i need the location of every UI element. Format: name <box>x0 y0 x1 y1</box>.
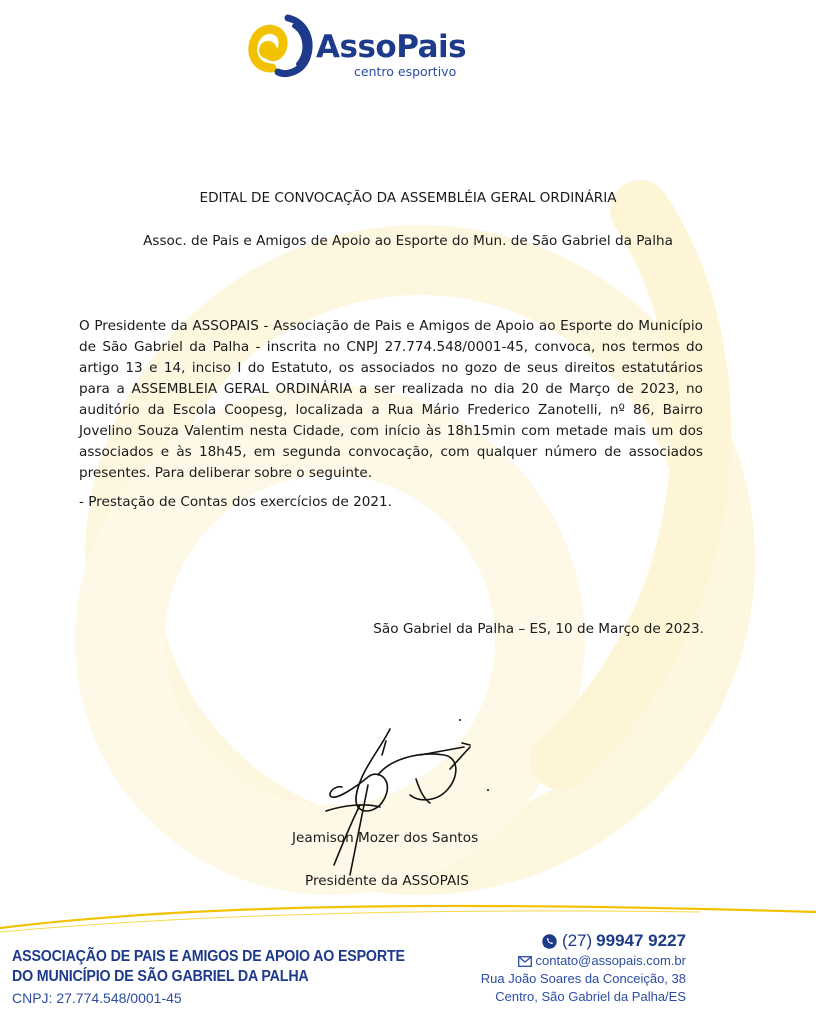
document-subtitle: Assoc. de Pais e Amigos de Apoio ao Esporte do Mun. de São Gabriel da Palha <box>143 233 673 249</box>
phone-area-code: (27) <box>561 931 593 950</box>
logo-mark-icon <box>248 12 320 82</box>
contact-email[interactable] <box>481 952 686 970</box>
logo-tagline: centro esportivo <box>354 64 457 79</box>
mail-icon <box>518 956 532 967</box>
footer-contact <box>481 930 686 1006</box>
signer-role: Presidente da ASSOPAIS <box>305 873 469 889</box>
org-name-line1: ASSOCIAÇÃO DE PAIS E AMIGOS DE APOIO AO ESPORTE <box>12 948 405 965</box>
document-body: O Presidente da ASSOPAIS - Associação de Pais e Amigos de Apoio ao Esporte do Município de São Gabriel da Palha - inscrita no CNPJ 27.774.548/0001-45, convoca, nos termos do artigo 13 e 14, inciso I do Estatuto, os associados no gozo de seus direitos estatutários para a ASSEMBLEIA GERAL ORDINÁRIA a ser realizada no dia 20 de Março de 2023, no auditório da Escola Coopesg, localizada a Rua Mário Frederico Zanotelli, nº 86, Bairro Jovelino Souza Valentim nesta Cidade, com início às 18h15min com metade mais um dos associados e às 18h45, em segunda convocação, com qualquer número de associados presentes. Para deliberar sobre o seguinte. <box>79 318 703 481</box>
phone-number: 99947 9227 <box>596 931 686 950</box>
address-line1: Rua João Soares da Conceição, 38 <box>480 971 686 986</box>
signature <box>320 715 520 885</box>
place-date: São Gabriel da Palha – ES, 10 de Março de 2023. <box>373 621 704 637</box>
email-address: contato@assopais.com.br <box>535 953 686 968</box>
footer-organization <box>12 947 439 1008</box>
address-line2: Centro, São Gabriel da Palha/ES <box>495 989 686 1004</box>
logo-name: AssoPais <box>316 29 467 65</box>
footer-wave <box>0 898 816 938</box>
document-title: EDITAL DE CONVOCAÇÃO DA ASSEMBLÉIA GERAL ORDINÁRIA <box>199 190 617 206</box>
org-cnpj: CNPJ: 27.774.548/0001-45 <box>12 990 182 1006</box>
whatsapp-icon <box>541 933 558 950</box>
org-name-line2: DO MUNICÍPIO DE SÃO GABRIEL DA PALHA <box>12 968 309 985</box>
agenda-item: - Prestação de Contas dos exercícios de 2021. <box>79 494 393 510</box>
signer-name: Jeamison Mozer dos Santos <box>292 830 479 846</box>
assopais-logo <box>248 12 518 84</box>
contact-phone[interactable] <box>481 930 686 952</box>
